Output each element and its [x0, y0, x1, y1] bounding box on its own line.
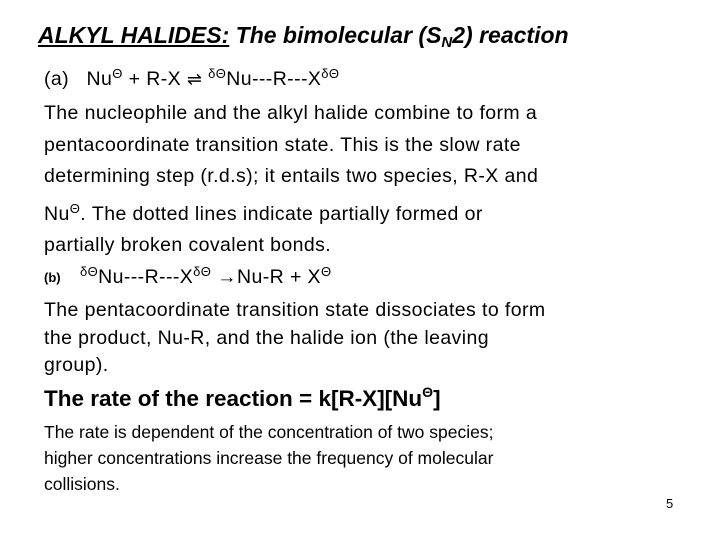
transition-state: Nu---R---X: [226, 68, 322, 90]
products: Nu-R + X: [237, 266, 321, 288]
para1-line-2: pentacoordinate transition state. This is the slow rate: [44, 133, 521, 156]
rate-law-text: The rate of the reaction = k[R-X][Nu: [44, 386, 423, 411]
slide-title: [38, 22, 698, 51]
para1-nu-charge: Θ: [69, 200, 81, 216]
para2-line-1: The pentacoordinate transition state dissociates to form: [44, 299, 546, 321]
title-underlined: ALKYL HALIDES:: [38, 22, 230, 48]
para1-line-3: determining step (r.d.s); it entails two species, R-X and: [44, 165, 539, 187]
paragraph-step-a: [44, 98, 538, 262]
equation-step-a: [44, 66, 339, 91]
nucleophile: Nu: [86, 68, 113, 90]
step-b-ts-charge-right: δΘ: [193, 264, 212, 279]
step-b-transition-state: Nu---R---X: [98, 266, 194, 288]
rate-law-charge: Θ: [422, 384, 434, 400]
nucleophile-charge: Θ: [112, 66, 123, 81]
rate-law-close: ]: [433, 386, 441, 411]
para1-line-4: [44, 193, 538, 231]
para1-nu: Nu: [44, 202, 70, 225]
plus-alkyl-halide: + R-X: [128, 68, 187, 90]
halide-charge: Θ: [320, 264, 332, 279]
para2-line-3: group).: [44, 354, 109, 376]
equilibrium-arrow: ⇌: [186, 69, 203, 89]
equation-step-b: [80, 264, 331, 289]
step-b-ts-charge-left: δΘ: [80, 264, 99, 279]
ts-charge-right: δΘ: [321, 66, 340, 81]
rate-law: [44, 384, 441, 412]
page-number: 5: [666, 496, 674, 511]
step-a-label: (a): [44, 68, 70, 90]
para2-line-2: the product, Nu-R, and the halide ion (the leaving: [44, 326, 489, 349]
para3-line-2: higher concentrations increase the frequency of molecular: [44, 448, 494, 468]
para1-line-4-rest: . The dotted lines indicate partially formed or: [80, 202, 483, 225]
ts-charge-left: δΘ: [208, 66, 227, 81]
step-b-label: (b): [44, 270, 61, 285]
paragraph-rate: [44, 419, 493, 497]
title-subscript: N: [441, 34, 453, 51]
title-part-a: The bimolecular (S: [229, 22, 442, 48]
para3-line-1: The rate is dependent of the concentration of two species;: [44, 422, 494, 442]
para1-line-5: partially broken covalent bonds.: [44, 234, 332, 256]
title-part-b: 2) reaction: [452, 22, 569, 48]
paragraph-step-b: [44, 297, 546, 380]
forward-arrow: →: [217, 266, 238, 288]
para1-line-1: The nucleophile and the alkyl halide combine to form a: [44, 102, 538, 124]
para3-line-3: collisions.: [44, 474, 120, 494]
